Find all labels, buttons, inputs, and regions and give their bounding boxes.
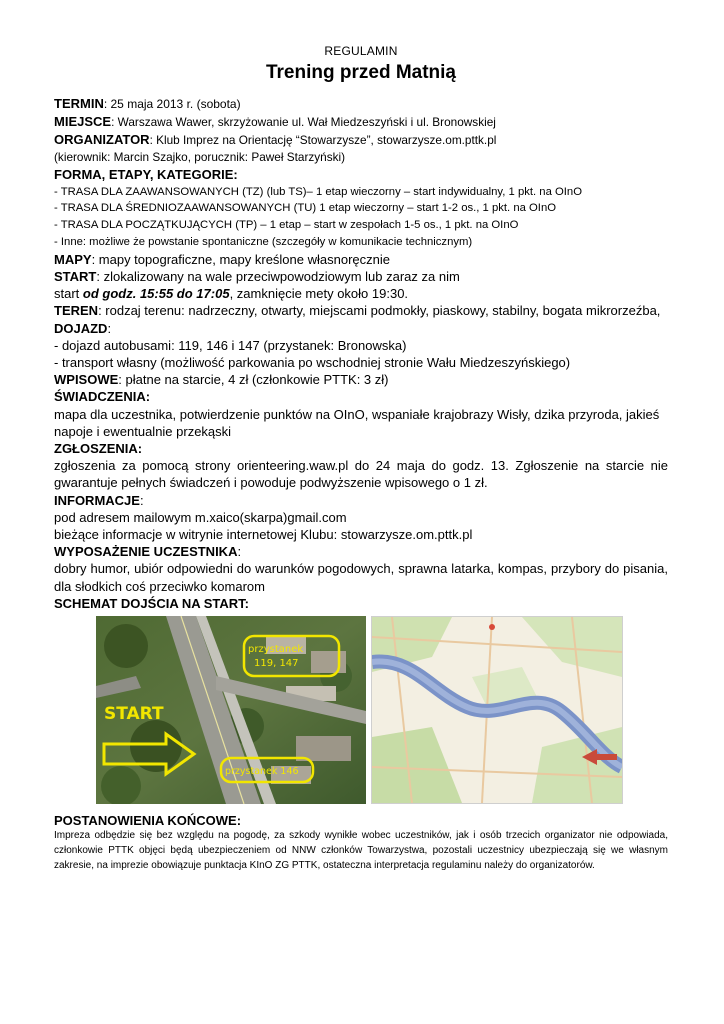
regulamin-document — [54, 44, 668, 874]
zgloszenia-label: ZGŁOSZENIA: — [54, 441, 143, 457]
aerial-photo-map — [96, 616, 366, 804]
map-start-label: START — [104, 704, 164, 725]
start-time-line — [54, 285, 668, 302]
miejsce-value: : Warszawa Wawer, skrzyżowanie ul. Wał Miedzeszyński i ul. Bronowskiej — [111, 114, 496, 129]
start-time-pre: start — [54, 286, 83, 302]
teren-label: TEREN — [54, 303, 99, 319]
start-label: START — [54, 269, 97, 284]
organizator-label: ORGANIZATOR — [54, 132, 150, 147]
start-value: : zlokalizowany na wale przeciwpowodziowym lub zaraz za nim — [96, 269, 460, 284]
start-line — [54, 268, 668, 285]
forma-item: - TRASA DLA POCZĄTKUJĄCYCH (TP) – 1 etap – start w zespołach 1-5 os., 1 pkt. na OInO — [54, 219, 519, 232]
stop-a-number: 119, 147 — [254, 658, 299, 670]
start-time-post: , zamknięcie mety około 19:30. — [229, 286, 409, 302]
organizator-note: (kierownik: Marcin Szajko, porucznik: Paweł Starzyński) — [54, 150, 346, 165]
wpisowe-label: WPISOWE — [54, 372, 119, 388]
wyposazenie-text: dobry humor, ubiór odpowiedni do warunków pogodowych, sprawna latarka, kompas, przybory do pisania, dla słodkich coś przeciwko komarom — [54, 561, 668, 594]
forma-label: FORMA, ETAPY, KATEGORIE: — [54, 167, 238, 183]
dojazd-label: DOJAZD — [54, 320, 108, 336]
informacje-website: bieżące informacje w witrynie internetowej Klubu: stowarzysze.om.pttk.pl — [54, 527, 473, 543]
forma-item: - TRASA DLA ŚREDNIOZAAWANSOWANYCH (TU) 1 etap wieczorny – start 1-2 os., 1 pkt. na OInO — [54, 202, 557, 215]
document-title: Trening przed Matnią — [265, 62, 457, 83]
termin-label: TERMIN — [54, 96, 104, 111]
mapy-line — [54, 251, 668, 268]
schemat-label: SCHEMAT DOJŚCIA NA START: — [54, 595, 249, 611]
dojazd-item: - dojazd autobusami: 119, 146 i 147 (przystanek: Bronowska) — [54, 337, 407, 353]
informacje-line — [54, 492, 668, 509]
topographic-map — [371, 616, 623, 804]
wpisowe-value: : płatne na starcie, 4 zł (członkowie PTTK: 3 zł) — [118, 372, 389, 388]
forma-item: - TRASA DLA ZAAWANSOWANYCH (TZ) (lub TS)– 1 etap wieczorny – start indywidualny, 1 pkt. na OInO — [54, 185, 582, 198]
dojazd-item: - transport własny (możliwość parkowania po wschodniej stronie Wału Miedzeszyńskiego) — [54, 355, 571, 371]
wpisowe-line — [54, 371, 668, 388]
forma-item: - Inne: możliwe że powstanie spontaniczne (szczegóły w komunikacie technicznym) — [54, 236, 473, 248]
aerial-photo-illustration — [96, 616, 366, 804]
wyposazenie-label: WYPOSAŻENIE UCZESTNIKA — [54, 544, 238, 560]
informacje-email: pod adresem mailowym m.xaico(skarpa)gmail.com — [54, 509, 347, 525]
informacje-colon: : — [139, 492, 144, 508]
wyposazenie-colon: : — [237, 544, 242, 560]
swiadczenia-label: ŚWIADCZENIA: — [54, 389, 151, 405]
wyposazenie-line — [54, 543, 668, 560]
document-kicker: REGULAMIN — [324, 44, 398, 58]
informacje-label: INFORMACJE — [54, 492, 140, 508]
teren-value: : rodzaj terenu: nadrzeczny, otwarty, miejscami podmokły, piaskowy, stabilny, bogata mikrorzeźba, — [98, 303, 661, 319]
stop-b-label: przystanek 146 — [225, 766, 299, 778]
termin-value: : 25 maja 2013 r. (sobota) — [103, 97, 241, 111]
dojazd-colon: : — [107, 320, 112, 336]
topographic-map-illustration — [372, 617, 622, 803]
teren-line — [54, 302, 668, 319]
swiadczenia-text: mapa dla uczestnika, potwierdzenie punktów na OInO, wspaniałe krajobrazy Wisły, dzika przyroda, jakieś napoje i ewentualnie przekąski — [54, 406, 660, 439]
mapy-label: MAPY — [54, 251, 92, 267]
mapy-value: : mapy topograficzne, mapy kreślone własnoręcznie — [91, 251, 390, 267]
organizator-value: : Klub Imprez na Orientację “Stowarzysze”, stowarzysze.om.pttk.pl — [149, 133, 497, 147]
miejsce-label: MIEJSCE — [54, 113, 112, 129]
start-time-range: od godz. 15:55 do 17:05 — [82, 286, 230, 302]
dojazd-line — [54, 320, 668, 337]
postanowienia-text: Impreza odbędzie się bez względu na pogodę, za szkody wynikłe wobec uczestników, jak i osób trzecich organizator nie odpowiada, członkowie PTTK objęci będą ubezpieczeniem od NNW członków Towarzystwa, pozostali uczestnicy ubezpieczają się we własnym zakresie, na imprezie obowiązuje punktacja KInO ZG PTTK, ostateczna interpretacja regulaminu należy do organizatorów. — [54, 830, 668, 871]
route-maps — [96, 616, 668, 806]
zgloszenia-text: zgłoszenia za pomocą strony orienteering.waw.pl do 24 maja do godz. 13. Zgłoszenie na starcie nie gwarantuje pełnych świadczeń i powoduje podwyższenie wpisowego o 1 zł. — [54, 458, 668, 491]
postanowienia-colon: : — [236, 813, 242, 829]
postanowienia-label: POSTANOWIENIA KOŃCOWE — [54, 813, 237, 829]
organizator-line — [54, 131, 668, 149]
postanowienia-line — [54, 812, 668, 829]
stop-a-label: przystanek — [248, 644, 304, 656]
termin-line — [54, 95, 668, 113]
miejsce-line — [54, 113, 668, 131]
